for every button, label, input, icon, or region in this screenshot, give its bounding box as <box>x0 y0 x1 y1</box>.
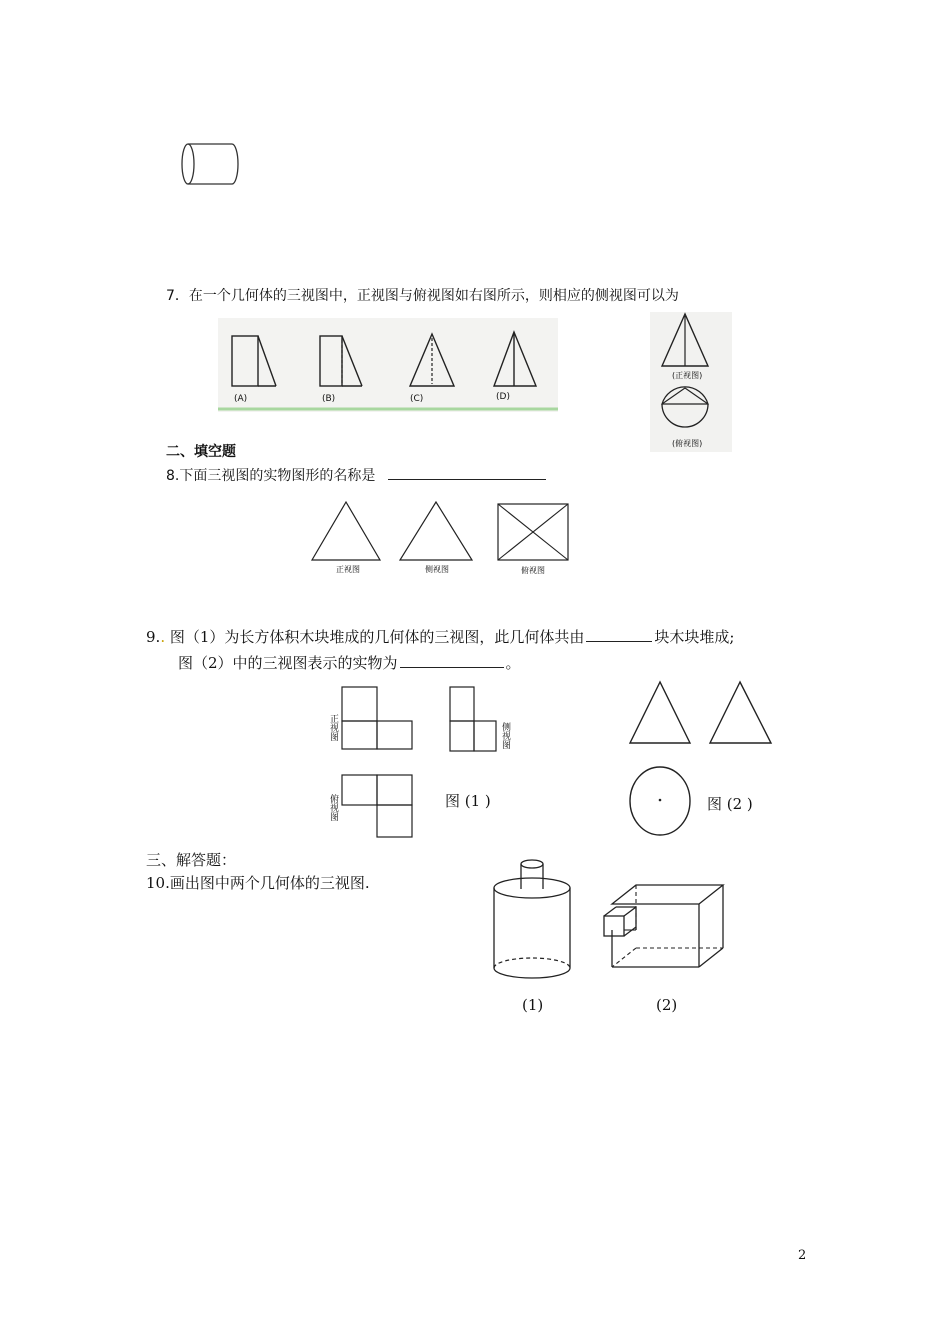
page-number: 2 <box>798 1248 807 1263</box>
q8-three-views <box>308 500 583 566</box>
section-3-title: 三、解答题： <box>146 851 237 869</box>
question-9-line-2 <box>178 652 521 673</box>
question-9-line-1: 9.. 图（1）为长方体积木块堆成的几何体的三视图，此几何体共由 块木块堆成; <box>146 628 735 646</box>
q7-options-panel <box>218 318 558 412</box>
q9-figure-1 <box>340 685 520 840</box>
q9-text-4: 。 <box>505 654 521 672</box>
q7-reference-views <box>650 312 732 452</box>
q10-figure-1-label: (1) <box>522 996 544 1014</box>
q8-answer-blank[interactable] <box>388 465 546 480</box>
top-view-label: (俯视图) <box>672 439 703 448</box>
q9-top-view-label: 俯视图 <box>328 794 338 821</box>
q9-number: 9. <box>146 628 161 646</box>
q8-top-label: 俯视图 <box>521 566 545 575</box>
front-view-label: (正视图) <box>672 371 703 380</box>
q8-front-label: 正视图 <box>336 565 360 574</box>
section-2-title: 二、填空题 <box>166 444 236 460</box>
q10-solids <box>488 852 733 982</box>
q9-figure-2 <box>628 680 778 840</box>
question-8-text: 8.下面三视图的实物图形的名称是 <box>166 468 376 484</box>
q9-side-view-label: 侧视图 <box>500 722 510 749</box>
option-a-label: (A) <box>234 394 248 404</box>
q9-answer-blank-1[interactable] <box>586 627 652 642</box>
q9-front-view-label: 正视图 <box>328 714 338 741</box>
q10-figure-2-label: (2) <box>656 996 678 1014</box>
cylinder-figure <box>180 142 242 188</box>
q9-figure-1-label: 图 (1 ) <box>445 792 491 810</box>
option-b-label: (B) <box>322 394 336 404</box>
q8-side-label: 侧视图 <box>425 565 449 574</box>
option-c-label: (C) <box>410 394 424 404</box>
q9-text-1: 图（1）为长方体积木块堆成的几何体的三视图，此几何体共由 <box>169 628 585 646</box>
question-10-text: 10.画出图中两个几何体的三视图. <box>146 874 370 892</box>
q9-text-2: 块木块堆成; <box>654 628 735 646</box>
question-7-text: 7．在一个几何体的三视图中，正视图与俯视图如右图所示，则相应的侧视图可以为 <box>166 288 679 304</box>
q9-answer-blank-2[interactable] <box>400 653 504 668</box>
q9-figure-2-label: 图 (2 ) <box>707 795 753 813</box>
option-d-label: (D) <box>496 392 510 402</box>
q9-text-3: 图（2）中的三视图表示的实物为 <box>178 654 398 672</box>
question-8 <box>166 465 546 485</box>
